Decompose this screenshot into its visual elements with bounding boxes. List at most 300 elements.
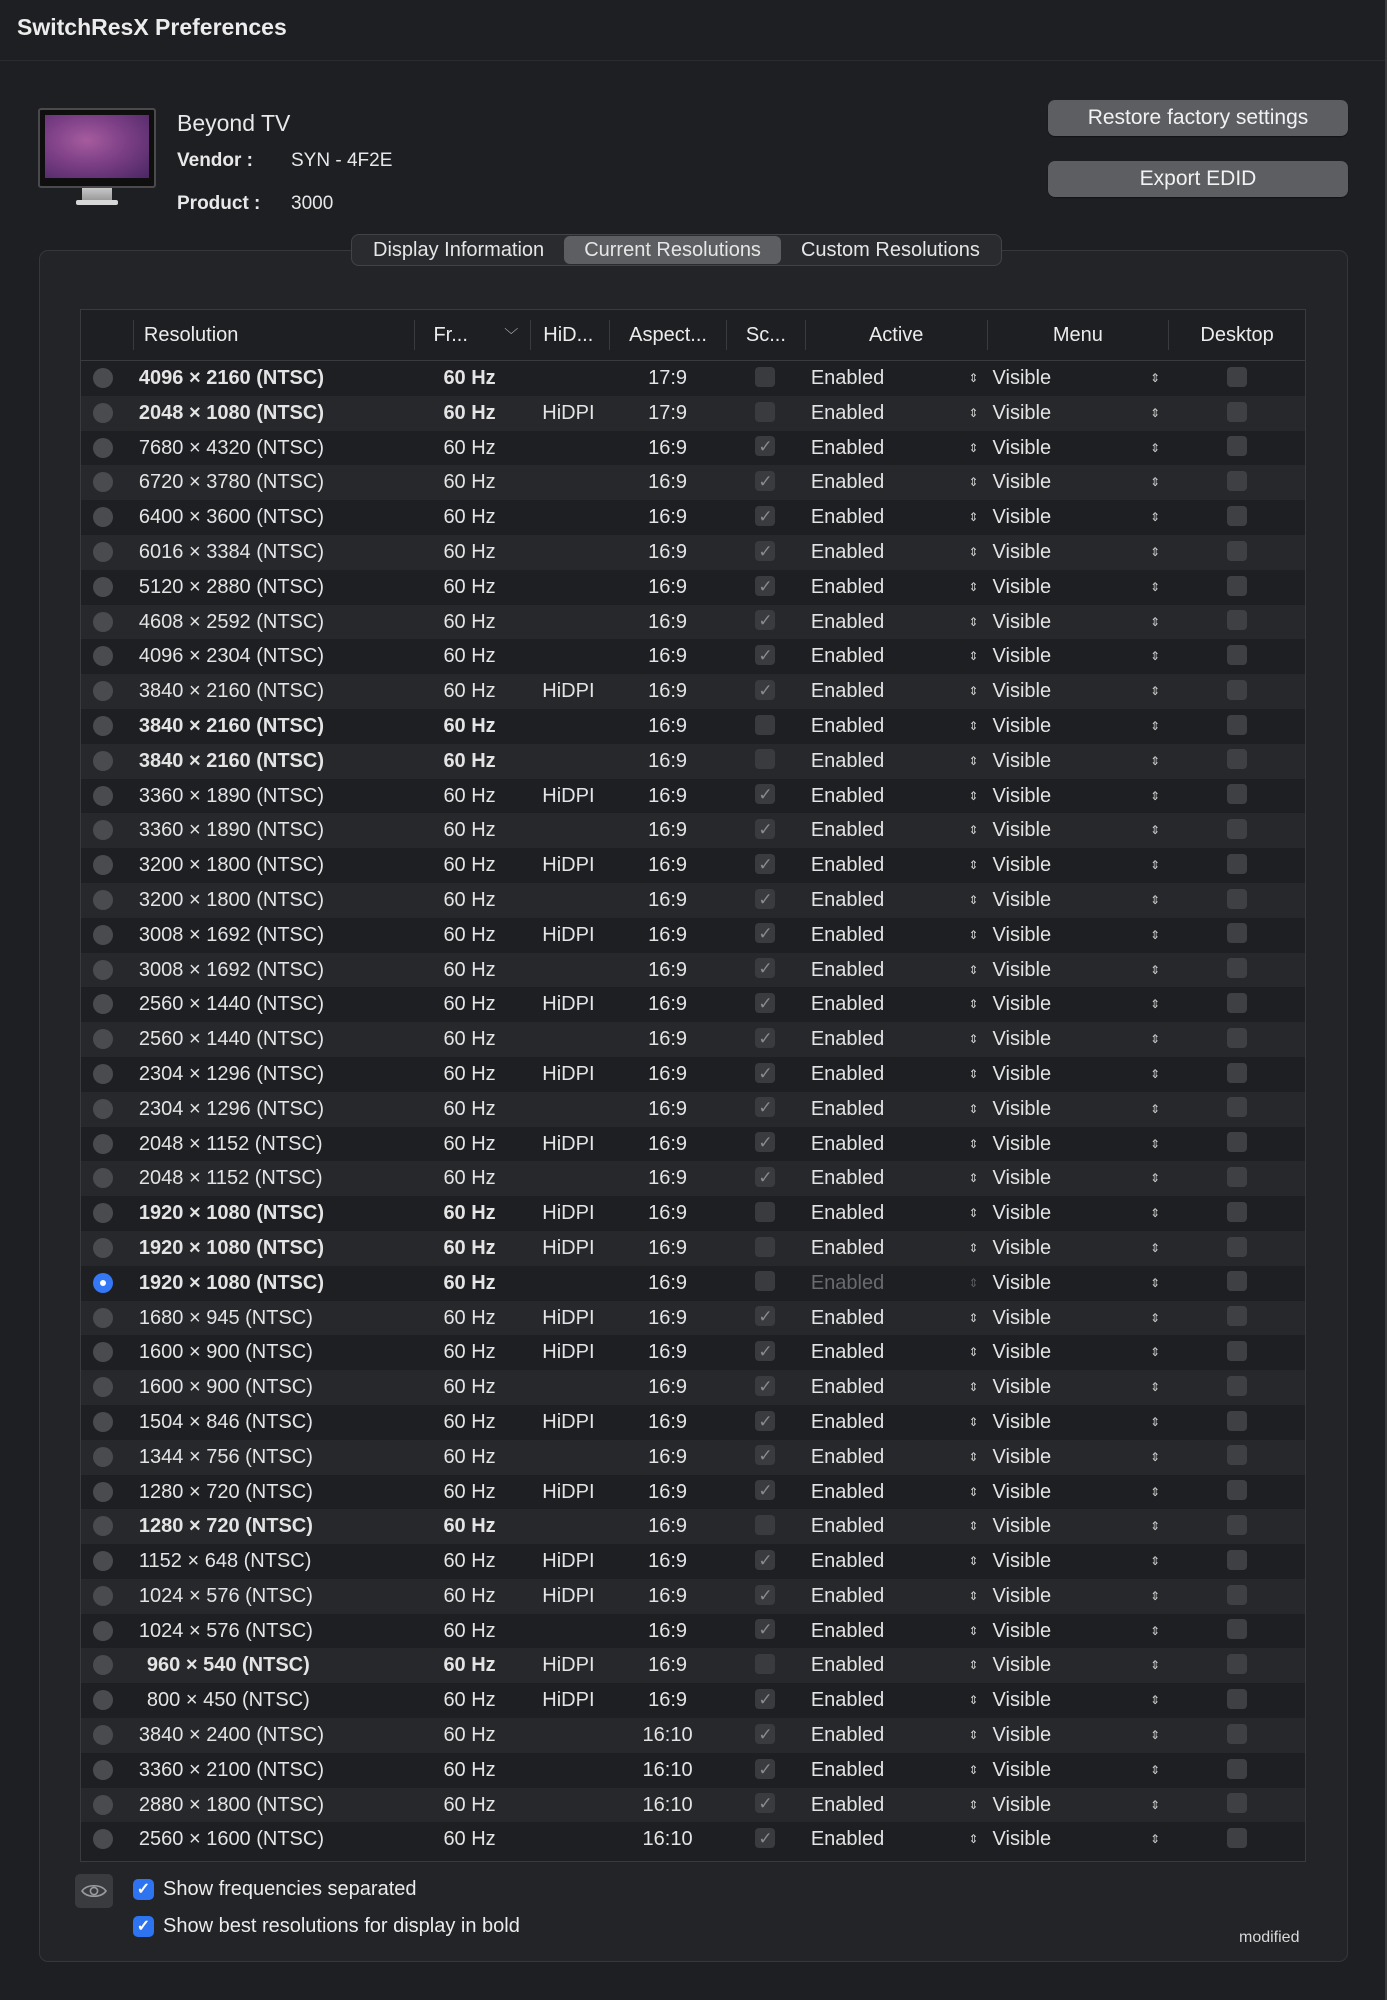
menu-popup[interactable] <box>987 1822 1169 1857</box>
menu-popup[interactable] <box>987 1022 1169 1057</box>
table-row[interactable] <box>81 813 1305 848</box>
menu-popup-value: Visible <box>992 749 1052 772</box>
export-edid-button[interactable]: Export EDID <box>1048 161 1348 197</box>
active-popup[interactable] <box>805 1579 987 1614</box>
row-select-radio[interactable] <box>81 1683 133 1718</box>
active-popup[interactable] <box>805 570 987 605</box>
active-popup-value: Enabled <box>810 1028 885 1051</box>
table-row[interactable] <box>81 465 1305 500</box>
table-row[interactable] <box>81 1301 1305 1336</box>
desktop-checkbox[interactable] <box>1227 541 1247 561</box>
updown-chevron-icon: ⇕ <box>1150 1658 1161 1673</box>
radio-button-icon[interactable] <box>93 1168 113 1188</box>
active-popup[interactable] <box>805 987 987 1022</box>
desktop-checkbox[interactable] <box>1227 1028 1247 1048</box>
active-popup[interactable] <box>805 605 987 640</box>
row-select-radio[interactable] <box>81 1266 133 1301</box>
table-row[interactable] <box>81 1614 1305 1649</box>
active-popup[interactable] <box>805 1753 987 1788</box>
menu-popup[interactable] <box>987 1509 1169 1544</box>
table-row[interactable] <box>81 744 1305 779</box>
active-popup[interactable] <box>805 1648 987 1683</box>
radio-button-icon[interactable] <box>93 1203 113 1223</box>
table-row[interactable] <box>81 1509 1305 1544</box>
tab-current-resolutions[interactable]: Current Resolutions <box>564 236 781 264</box>
row-select-radio[interactable] <box>81 883 133 918</box>
hidpi-cell: HiDPI <box>542 1480 595 1503</box>
table-row[interactable] <box>81 953 1305 988</box>
radio-button-icon[interactable] <box>93 960 113 980</box>
desktop-checkbox[interactable] <box>1227 1202 1247 1222</box>
table-row[interactable] <box>81 1753 1305 1788</box>
updown-chevron-icon: ⇕ <box>968 405 979 420</box>
desktop-checkbox-cell <box>1168 883 1305 918</box>
desktop-checkbox-cell <box>1168 1196 1305 1231</box>
radio-button-icon[interactable] <box>93 1342 113 1362</box>
radio-button-icon[interactable] <box>93 820 113 840</box>
radio-button-icon[interactable] <box>93 1447 113 1467</box>
desktop-checkbox[interactable] <box>1227 645 1247 665</box>
column-header-resolution[interactable]: Resolution <box>133 320 415 350</box>
row-select-radio[interactable] <box>81 1092 133 1127</box>
active-popup[interactable] <box>805 1161 987 1196</box>
row-select-radio[interactable] <box>81 813 133 848</box>
table-row[interactable] <box>81 1335 1305 1370</box>
row-select-radio[interactable] <box>81 1405 133 1440</box>
radio-button-icon[interactable] <box>93 855 113 875</box>
menu-popup[interactable] <box>987 1370 1169 1405</box>
row-select-radio[interactable] <box>81 396 133 431</box>
active-popup[interactable] <box>805 1057 987 1092</box>
table-row[interactable] <box>81 848 1305 883</box>
row-select-radio[interactable] <box>81 1440 133 1475</box>
radio-button-icon[interactable] <box>93 925 113 945</box>
row-select-radio[interactable] <box>81 1057 133 1092</box>
active-popup[interactable] <box>805 848 987 883</box>
table-header <box>81 310 1305 361</box>
menu-popup[interactable] <box>987 918 1169 953</box>
resolution-cell: 1920 × 1080 (NTSC) <box>138 1236 325 1259</box>
desktop-checkbox[interactable] <box>1227 1515 1247 1535</box>
radio-button-icon[interactable] <box>93 1412 113 1432</box>
menu-popup[interactable] <box>987 1266 1169 1301</box>
menu-popup-value: Visible <box>992 714 1052 737</box>
desktop-checkbox[interactable] <box>1227 471 1247 491</box>
desktop-checkbox[interactable] <box>1227 1689 1247 1709</box>
radio-button-icon[interactable] <box>93 542 113 562</box>
table-row[interactable] <box>81 1440 1305 1475</box>
active-popup[interactable] <box>805 1440 987 1475</box>
active-popup[interactable] <box>805 883 987 918</box>
desktop-checkbox[interactable] <box>1227 1445 1247 1465</box>
radio-button-icon[interactable] <box>93 716 113 736</box>
row-select-radio[interactable] <box>81 465 133 500</box>
row-select-radio[interactable] <box>81 953 133 988</box>
menu-popup[interactable] <box>987 535 1169 570</box>
row-select-radio[interactable] <box>81 709 133 744</box>
desktop-checkbox-cell <box>1168 848 1305 883</box>
radio-button-icon[interactable] <box>93 368 113 388</box>
row-select-radio[interactable] <box>81 570 133 605</box>
active-popup[interactable] <box>805 813 987 848</box>
row-select-radio[interactable] <box>81 1231 133 1266</box>
menu-popup[interactable] <box>987 431 1169 466</box>
column-header-menu[interactable]: Menu <box>987 320 1169 350</box>
table-row[interactable] <box>81 1579 1305 1614</box>
active-popup[interactable] <box>805 1509 987 1544</box>
menu-popup[interactable] <box>987 953 1169 988</box>
menu-popup[interactable] <box>987 674 1169 709</box>
row-select-radio[interactable] <box>81 1370 133 1405</box>
desktop-checkbox[interactable] <box>1227 680 1247 700</box>
table-row[interactable] <box>81 396 1305 431</box>
row-select-radio[interactable] <box>81 744 133 779</box>
menu-popup[interactable] <box>987 1475 1169 1510</box>
table-row[interactable] <box>81 1788 1305 1823</box>
radio-button-icon[interactable] <box>93 1690 113 1710</box>
row-select-radio[interactable] <box>81 1475 133 1510</box>
table-row[interactable] <box>81 1196 1305 1231</box>
radio-button-icon[interactable] <box>93 1516 113 1536</box>
radio-button-icon[interactable] <box>93 1551 113 1571</box>
row-select-radio[interactable] <box>81 605 133 640</box>
radio-button-icon[interactable] <box>93 1482 113 1502</box>
row-select-radio[interactable] <box>81 1544 133 1579</box>
column-header-desktop[interactable]: Desktop <box>1168 320 1305 350</box>
restore-factory-settings-button[interactable]: Restore factory settings <box>1048 100 1348 136</box>
menu-popup[interactable] <box>987 1231 1169 1266</box>
row-select-radio[interactable] <box>81 779 133 814</box>
radio-button-icon[interactable] <box>93 890 113 910</box>
row-select-radio[interactable] <box>81 1196 133 1231</box>
active-popup[interactable] <box>805 1405 987 1440</box>
active-popup[interactable] <box>805 396 987 431</box>
table-row[interactable] <box>81 535 1305 570</box>
row-select-radio[interactable] <box>81 431 133 466</box>
table-row[interactable] <box>81 779 1305 814</box>
checkbox-checked-icon[interactable]: ✓ <box>133 1879 154 1900</box>
table-row[interactable] <box>81 918 1305 953</box>
radio-button-icon[interactable] <box>93 577 113 597</box>
row-select-radio[interactable] <box>81 1822 133 1857</box>
updown-chevron-icon: ⇕ <box>968 510 979 525</box>
menu-popup[interactable] <box>987 1092 1169 1127</box>
menu-popup[interactable] <box>987 1614 1169 1649</box>
radio-button-icon[interactable] <box>93 1308 113 1328</box>
desktop-checkbox[interactable] <box>1227 1793 1247 1813</box>
menu-popup[interactable] <box>987 639 1169 674</box>
row-select-radio[interactable] <box>81 1718 133 1753</box>
scaled-checkbox-cell <box>726 1475 805 1510</box>
table-row[interactable] <box>81 500 1305 535</box>
radio-button-icon[interactable] <box>93 1099 113 1119</box>
scaled-checkbox <box>755 1654 775 1674</box>
desktop-checkbox[interactable] <box>1227 1063 1247 1083</box>
menu-popup[interactable] <box>987 1648 1169 1683</box>
active-popup[interactable] <box>805 1231 987 1266</box>
desktop-checkbox[interactable] <box>1227 1167 1247 1187</box>
row-select-radio[interactable] <box>81 1022 133 1057</box>
active-popup[interactable] <box>805 639 987 674</box>
active-popup[interactable] <box>805 744 987 779</box>
active-popup[interactable] <box>805 1614 987 1649</box>
radio-button-icon[interactable] <box>93 438 113 458</box>
menu-popup[interactable] <box>987 1127 1169 1162</box>
desktop-checkbox[interactable] <box>1227 854 1247 874</box>
row-select-radio[interactable] <box>81 848 133 883</box>
row-select-radio[interactable] <box>81 1335 133 1370</box>
radio-button-icon[interactable] <box>93 507 113 527</box>
menu-popup[interactable] <box>987 987 1169 1022</box>
active-popup[interactable] <box>805 361 987 396</box>
active-popup[interactable] <box>805 674 987 709</box>
active-popup[interactable] <box>805 1196 987 1231</box>
option-show-best-resolutions-bold[interactable] <box>133 1915 520 1938</box>
resolution-cell: 3008 × 1692 (NTSC) <box>138 923 325 946</box>
desktop-checkbox-cell <box>1168 1231 1305 1266</box>
menu-popup[interactable] <box>987 570 1169 605</box>
row-select-radio[interactable] <box>81 1753 133 1788</box>
checkbox-checked-icon[interactable]: ✓ <box>133 1916 154 1937</box>
radio-button-icon[interactable] <box>93 681 113 701</box>
frequency-cell: 60 Hz <box>443 1202 496 1225</box>
menu-popup[interactable] <box>987 500 1169 535</box>
table-row[interactable] <box>81 570 1305 605</box>
desktop-checkbox[interactable] <box>1227 506 1247 526</box>
column-header-select[interactable] <box>81 320 133 350</box>
desktop-checkbox[interactable] <box>1227 1828 1247 1848</box>
radio-button-icon[interactable] <box>93 1795 113 1815</box>
radio-button-icon[interactable] <box>93 1134 113 1154</box>
row-select-radio[interactable] <box>81 1301 133 1336</box>
desktop-checkbox[interactable] <box>1227 1480 1247 1500</box>
desktop-checkbox[interactable] <box>1227 749 1247 769</box>
tab-custom-resolutions[interactable]: Custom Resolutions <box>800 239 980 261</box>
row-select-radio[interactable] <box>81 1161 133 1196</box>
table-row[interactable] <box>81 1405 1305 1440</box>
active-popup[interactable] <box>805 431 987 466</box>
menu-popup[interactable] <box>987 1405 1169 1440</box>
desktop-checkbox[interactable] <box>1227 1097 1247 1117</box>
menu-popup[interactable] <box>987 1753 1169 1788</box>
row-select-radio[interactable] <box>81 1509 133 1544</box>
desktop-checkbox[interactable] <box>1227 1759 1247 1779</box>
table-row[interactable] <box>81 1127 1305 1162</box>
radio-button-icon[interactable] <box>93 1029 113 1049</box>
radio-button-icon[interactable] <box>93 646 113 666</box>
menu-popup[interactable] <box>987 883 1169 918</box>
table-row[interactable] <box>81 1822 1305 1857</box>
table-row[interactable] <box>81 1718 1305 1753</box>
radio-button-icon[interactable] <box>93 1238 113 1258</box>
radio-button-icon[interactable] <box>93 472 113 492</box>
menu-popup[interactable] <box>987 1788 1169 1823</box>
row-select-radio[interactable] <box>81 1579 133 1614</box>
table-row[interactable] <box>81 1370 1305 1405</box>
menu-popup[interactable] <box>987 1057 1169 1092</box>
row-select-radio[interactable] <box>81 1127 133 1162</box>
menu-popup[interactable] <box>987 1161 1169 1196</box>
menu-popup[interactable] <box>987 1579 1169 1614</box>
row-select-radio[interactable] <box>81 987 133 1022</box>
table-row[interactable] <box>81 1648 1305 1683</box>
desktop-checkbox[interactable] <box>1227 819 1247 839</box>
table-row[interactable] <box>81 1475 1305 1510</box>
desktop-checkbox[interactable] <box>1227 1654 1247 1674</box>
table-row[interactable] <box>81 1022 1305 1057</box>
menu-popup[interactable] <box>987 1718 1169 1753</box>
aspect-cell: 16:9 <box>648 1376 688 1399</box>
row-select-radio[interactable] <box>81 1614 133 1649</box>
column-header-hidpi[interactable]: HiD... <box>530 320 609 350</box>
table-row[interactable] <box>81 883 1305 918</box>
radio-button-icon[interactable] <box>93 1273 113 1293</box>
active-popup[interactable] <box>805 1822 987 1857</box>
column-header-active[interactable]: Active <box>805 320 987 350</box>
active-popup[interactable] <box>805 1092 987 1127</box>
table-row[interactable] <box>81 1161 1305 1196</box>
table-row[interactable] <box>81 1544 1305 1579</box>
desktop-checkbox[interactable] <box>1227 1237 1247 1257</box>
table-row[interactable] <box>81 361 1305 396</box>
desktop-checkbox-cell <box>1168 1266 1305 1301</box>
desktop-checkbox[interactable] <box>1227 1271 1247 1291</box>
row-select-radio[interactable] <box>81 918 133 953</box>
row-select-radio[interactable] <box>81 674 133 709</box>
active-popup[interactable] <box>805 918 987 953</box>
table-row[interactable] <box>81 431 1305 466</box>
menu-popup[interactable] <box>987 1196 1169 1231</box>
table-row[interactable] <box>81 1057 1305 1092</box>
desktop-checkbox[interactable] <box>1227 576 1247 596</box>
menu-popup[interactable] <box>987 1440 1169 1475</box>
option-show-frequencies-separated[interactable] <box>133 1878 417 1901</box>
radio-button-icon[interactable] <box>93 1725 113 1745</box>
menu-popup[interactable] <box>987 1544 1169 1579</box>
desktop-checkbox[interactable] <box>1227 958 1247 978</box>
table-row[interactable] <box>81 1683 1305 1718</box>
desktop-checkbox[interactable] <box>1227 1585 1247 1605</box>
radio-button-icon[interactable] <box>93 786 113 806</box>
menu-popup[interactable] <box>987 709 1169 744</box>
row-select-radio[interactable] <box>81 639 133 674</box>
desktop-checkbox[interactable] <box>1227 1550 1247 1570</box>
radio-button-icon[interactable] <box>93 1621 113 1641</box>
radio-button-icon[interactable] <box>93 994 113 1014</box>
desktop-checkbox[interactable] <box>1227 402 1247 422</box>
desktop-checkbox[interactable] <box>1227 1411 1247 1431</box>
table-row[interactable] <box>81 1092 1305 1127</box>
active-popup[interactable] <box>805 500 987 535</box>
table-row[interactable] <box>81 1266 1305 1301</box>
eye-icon[interactable] <box>75 1874 113 1908</box>
active-popup[interactable] <box>805 709 987 744</box>
active-popup-value: Enabled <box>810 1654 885 1677</box>
table-row[interactable] <box>81 987 1305 1022</box>
active-popup[interactable] <box>805 1788 987 1823</box>
menu-popup[interactable] <box>987 396 1169 431</box>
radio-button-icon[interactable] <box>93 1586 113 1606</box>
active-popup[interactable] <box>805 465 987 500</box>
active-popup[interactable] <box>805 535 987 570</box>
active-popup[interactable] <box>805 1370 987 1405</box>
active-popup[interactable] <box>805 1022 987 1057</box>
tab-display-information[interactable]: Display Information <box>373 239 545 261</box>
desktop-checkbox[interactable] <box>1227 1724 1247 1744</box>
radio-button-icon[interactable] <box>93 1064 113 1084</box>
table-row[interactable] <box>81 1231 1305 1266</box>
column-header-frequency[interactable] <box>414 320 530 350</box>
desktop-checkbox[interactable] <box>1227 1306 1247 1326</box>
scaled-checkbox <box>755 1793 775 1813</box>
scaled-checkbox-cell <box>726 813 805 848</box>
desktop-checkbox[interactable] <box>1227 993 1247 1013</box>
desktop-checkbox[interactable] <box>1227 367 1247 387</box>
active-popup[interactable] <box>805 1683 987 1718</box>
table-row[interactable] <box>81 605 1305 640</box>
menu-popup[interactable] <box>987 605 1169 640</box>
radio-button-icon[interactable] <box>93 403 113 423</box>
desktop-checkbox[interactable] <box>1227 610 1247 630</box>
active-popup[interactable] <box>805 1127 987 1162</box>
column-header-aspect[interactable]: Aspect... <box>609 320 726 350</box>
row-select-radio[interactable] <box>81 535 133 570</box>
radio-button-icon[interactable] <box>93 1655 113 1675</box>
row-select-radio[interactable] <box>81 1648 133 1683</box>
radio-button-icon[interactable] <box>93 1829 113 1849</box>
column-header-scaled[interactable]: Sc... <box>726 320 805 350</box>
radio-button-icon[interactable] <box>93 751 113 771</box>
desktop-checkbox[interactable] <box>1227 784 1247 804</box>
row-select-radio[interactable] <box>81 1788 133 1823</box>
desktop-checkbox[interactable] <box>1227 715 1247 735</box>
desktop-checkbox[interactable] <box>1227 889 1247 909</box>
table-row[interactable] <box>81 639 1305 674</box>
menu-popup[interactable] <box>987 813 1169 848</box>
menu-popup[interactable] <box>987 779 1169 814</box>
radio-button-icon[interactable] <box>93 612 113 632</box>
menu-popup[interactable] <box>987 465 1169 500</box>
updown-chevron-icon: ⇕ <box>1150 371 1161 385</box>
radio-button-icon[interactable] <box>93 1760 113 1780</box>
desktop-checkbox[interactable] <box>1227 923 1247 943</box>
active-popup[interactable] <box>805 1335 987 1370</box>
active-popup[interactable] <box>805 1301 987 1336</box>
active-popup[interactable] <box>805 779 987 814</box>
active-popup[interactable] <box>805 1475 987 1510</box>
desktop-checkbox[interactable] <box>1227 436 1247 456</box>
row-select-radio[interactable] <box>81 361 133 396</box>
menu-popup[interactable] <box>987 361 1169 396</box>
radio-button-icon[interactable] <box>93 1377 113 1397</box>
desktop-checkbox[interactable] <box>1227 1619 1247 1639</box>
active-popup[interactable] <box>805 1718 987 1753</box>
table-row[interactable] <box>81 674 1305 709</box>
row-select-radio[interactable] <box>81 500 133 535</box>
menu-popup[interactable] <box>987 1335 1169 1370</box>
menu-popup[interactable] <box>987 1683 1169 1718</box>
table-row[interactable] <box>81 709 1305 744</box>
desktop-checkbox[interactable] <box>1227 1132 1247 1152</box>
menu-popup[interactable] <box>987 848 1169 883</box>
desktop-checkbox[interactable] <box>1227 1376 1247 1396</box>
active-popup[interactable] <box>805 953 987 988</box>
menu-popup[interactable] <box>987 1301 1169 1336</box>
scaled-checkbox-cell <box>726 779 805 814</box>
menu-popup[interactable] <box>987 744 1169 779</box>
desktop-checkbox[interactable] <box>1227 1341 1247 1361</box>
active-popup[interactable] <box>805 1544 987 1579</box>
